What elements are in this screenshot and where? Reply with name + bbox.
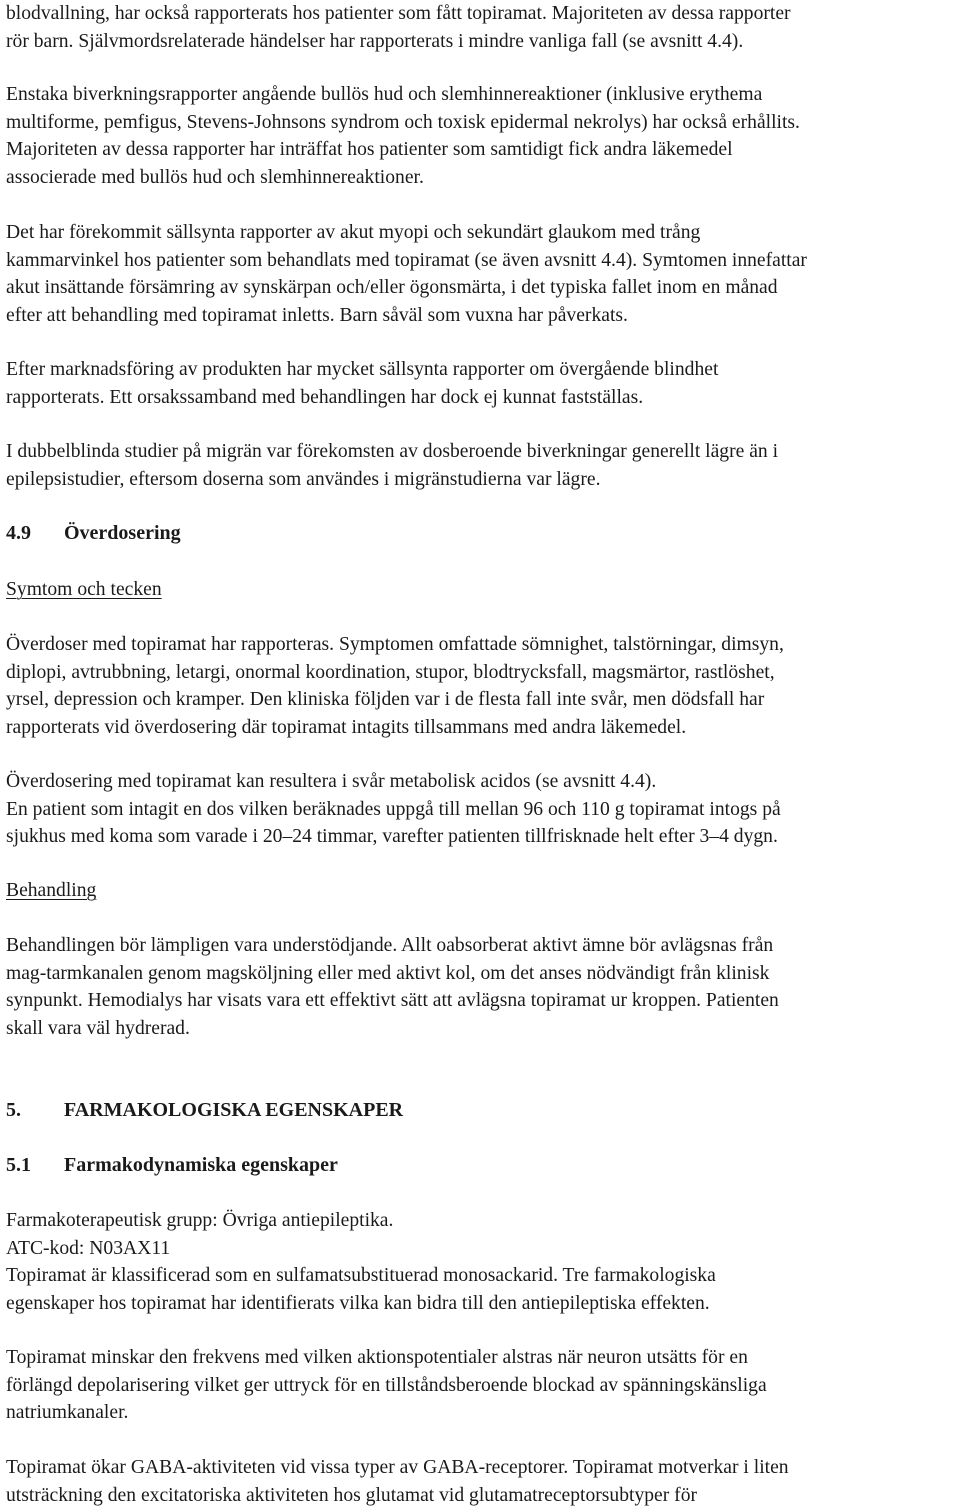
text-line: multiforme, pemfigus, Stevens-Johnsons syndrom och toxisk epidermal nekrolys) har också erhållits. [6,111,800,133]
paragraph-treatment [6,932,779,1042]
text-line: rapporterats. Ett orsakssamband med behandlingen har dock ej kunnat fastställas. [6,386,644,408]
paragraph-myopia-glaucoma [6,219,807,329]
paragraph-gaba-activity [6,1454,789,1509]
text-line: Behandlingen bör lämpligen vara understödjande. Allt oabsorberat aktivt ämne bör avlägsnas från [6,935,774,956]
text-line: rapporterats vid överdosering där topiramat intagits tillsammans med andra läkemedel. [6,716,687,738]
section-number: 5.1 [6,1154,31,1176]
text-line: kammarvinkel hos patienter som behandlats med topiramat (se även avsnitt 4.4). Symtomen innefattar [6,249,807,271]
text-line: associerade med bullös hud och slemhinnereaktioner. [6,166,424,188]
section-number: 5. [6,1099,21,1121]
text-line: Majoriteten av dessa rapporter har inträffat hos patienter som samtidigt fick andra läkemedel [6,139,733,160]
paragraph-migraine-studies [6,438,778,493]
paragraph-overdose-symptoms [6,631,784,741]
section-title: Överdosering [64,522,181,544]
section-number: 4.9 [6,522,31,544]
section-title: Farmakodynamiska egenskaper [64,1154,338,1176]
text-line: Det har förekommit sällsynta rapporter av akut myopi och sekundärt glaukom med trång [6,222,701,243]
text-line: Överdoser med topiramat har rapporteras. Symptomen omfattade sömnighet, talstörningar, dimsyn, [6,634,784,655]
paragraph-suicidality [6,0,791,55]
paragraph-blindness [6,356,718,411]
paragraph-pharmacotherapeutic-group [6,1207,716,1317]
text-line: Topiramat minskar den frekvens med vilken aktionspotentialer alstras när neuron utsätts för en [6,1347,748,1368]
text-line: utsträckning den excitatoriska aktiviteten hos glutamat vid glutamatreceptorsubtyper för [6,1484,698,1506]
section-title: FARMAKOLOGISKA EGENSKAPER [64,1099,404,1121]
text-line: förlängd depolarisering vilket ger uttryck för en tillståndsberoende blockad av spänningskänsliga [6,1374,767,1396]
text-line: mag-tarmkanalen genom magsköljning eller med aktivt kol, om det anses nödvändigt från klinisk [6,962,770,984]
text-line: Farmakoterapeutisk grupp: Övriga antiepileptika. [6,1210,394,1231]
text-line: synpunkt. Hemodialys har visats vara ett effektivt sätt att avlägsna topiramat ur kroppen. Patienten [6,990,779,1011]
paragraph-action-potentials [6,1344,767,1427]
text-line: I dubbelblinda studier på migrän var förekomsten av dosberoende biverkningar generellt lägre än i [6,441,779,462]
text-line: ATC-kod: N03AX11 [6,1237,171,1259]
subheading-symptoms: Symtom och tecken [6,579,162,600]
text-line: Topiramat ökar GABA-aktiviteten vid vissa typer av GABA-receptorer. Topiramat motverkar i liten [6,1457,789,1478]
text-line: rör barn. Självmordsrelaterade händelser har rapporterats i mindre vanliga fall (se avsnitt 4.4). [6,30,744,52]
text-line: epilepsistudier, eftersom doserna som användes i migränstudierna var lägre. [6,468,601,490]
text-line: Efter marknadsföring av produkten har mycket sällsynta rapporter om övergående blindhet [6,359,719,380]
text-line: efter att behandling med topiramat inletts. Barn såväl som vuxna har påverkats. [6,304,628,326]
paragraph-bullous-reactions [6,81,800,191]
text-line: skall vara väl hydrerad. [6,1017,190,1039]
subheading-treatment: Behandling [6,880,97,901]
section-heading-5 [6,1097,403,1124]
section-heading-4-9 [6,520,181,547]
text-line: akut insättande försämring av synskärpan och/eller ögonsmärta, i det typiska fallet inom en månad [6,277,778,298]
text-line: Enstaka biverkningsrapporter angående bullös hud och slemhinnereaktioner (inklusive erythema [6,84,763,105]
text-line: blodvallning, har också rapporterats hos patienter som fått topiramat. Majoriteten av dessa rapporter [6,3,791,24]
text-line: yrsel, depression och kramper. Den kliniska följden var i de flesta fall inte svår, men dödsfall har [6,689,765,710]
text-line: egenskaper hos topiramat har identifierats vilka kan bidra till den antiepileptiska effekten. [6,1292,710,1314]
text-line: natriumkanaler. [6,1402,129,1423]
text-line: sjukhus med koma som varade i 20–24 timmar, varefter patienten tillfrisknade helt efter 3–4 dygn. [6,826,778,847]
paragraph-metabolic-acidosis [6,768,781,851]
section-heading-5-1 [6,1152,338,1179]
text-line: diplopi, avtrubbning, letargi, onormal koordination, stupor, blodtrycksfall, magsmärtor, rastlöshet, [6,661,775,683]
text-line: Topiramat är klassificerad som en sulfamatsubstituerad monosackarid. Tre farmakologiska [6,1265,716,1286]
text-line: Överdosering med topiramat kan resultera i svår metabolisk acidos (se avsnitt 4.4). [6,771,657,792]
text-line: En patient som intagit en dos vilken beräknades uppgå till mellan 96 och 110 g topiramat intogs på [6,798,781,820]
